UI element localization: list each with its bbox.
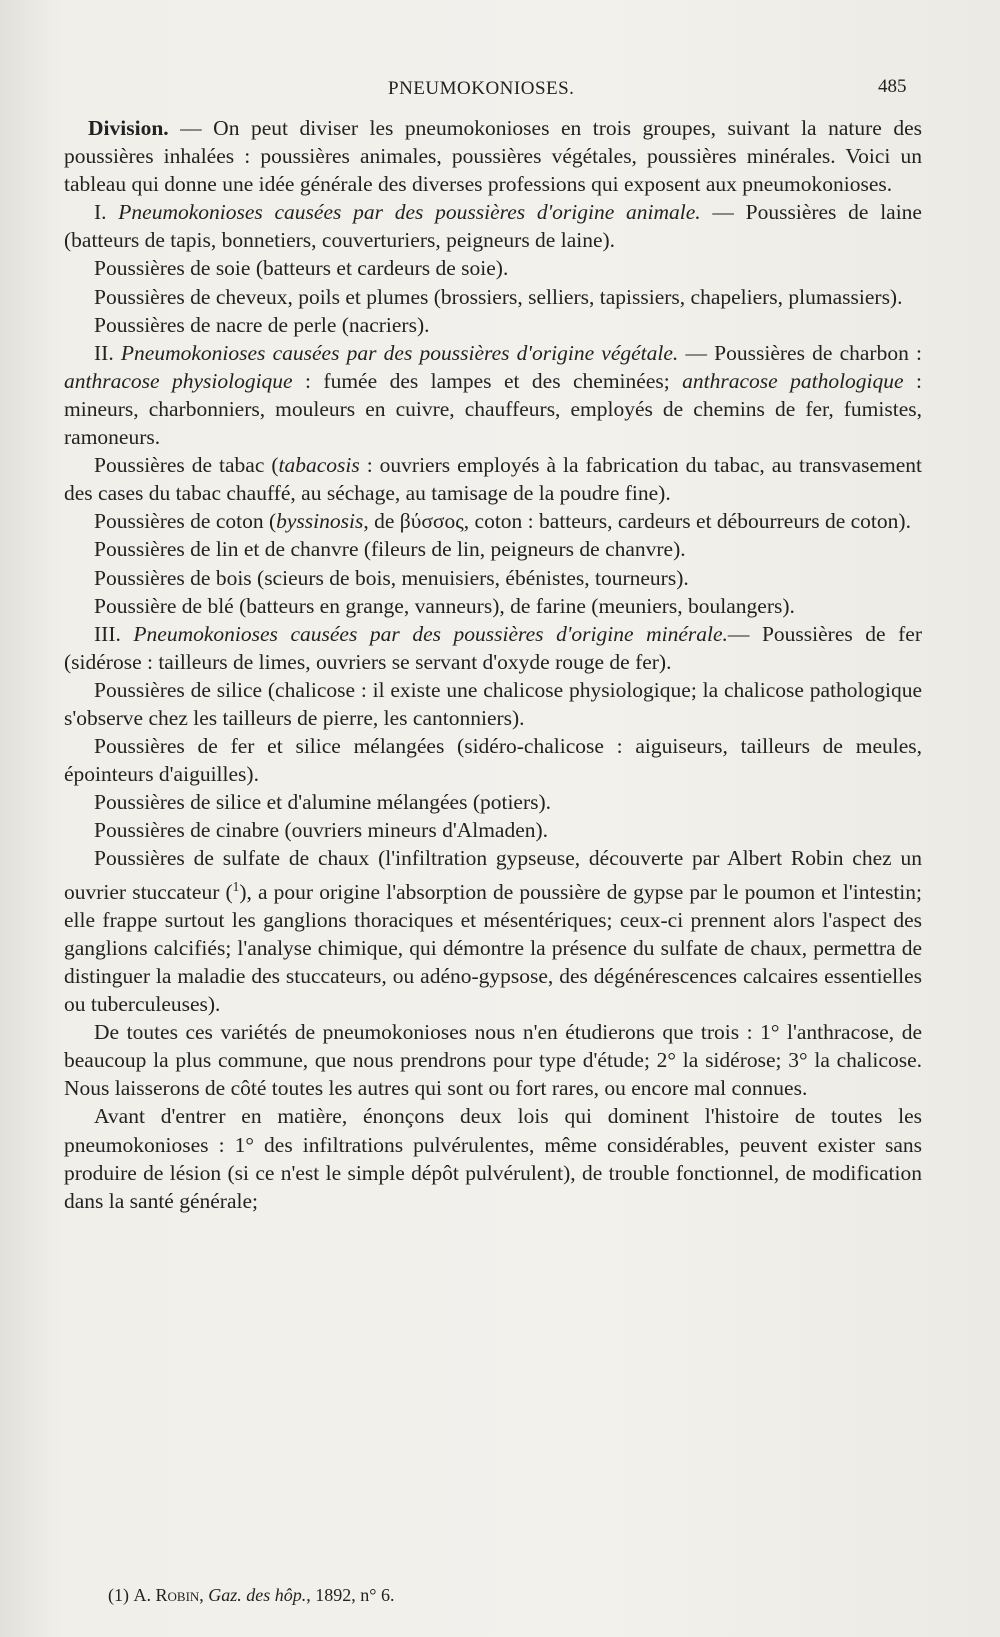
footnote-author: A. Robin,: [133, 1585, 204, 1605]
cotton-text-1: Poussières de coton (: [94, 509, 277, 534]
term-byssinosis: byssinosis: [276, 509, 364, 534]
paragraph-linen: Poussières de lin et de chanvre (fileurs de lin, peigneurs de chanvre).: [94, 537, 686, 562]
paragraph-gypsum: [64, 844, 922, 1018]
tobacco-text-2: : ouvriers employés à la fabrication du tabac, au transvasement des cases du tabac chauffé, au séchage, au tamisage de la poudre fine).: [64, 453, 922, 506]
running-head: [0, 78, 1000, 106]
paragraph-nacre: Poussières de nacre de perle (nacriers).: [94, 312, 430, 337]
running-title: PNEUMOKONIOSES.: [388, 78, 575, 99]
paragraph-wood: Poussières de bois (scieurs de bois, menuisiers, ébénistes, tourneurs).: [94, 565, 689, 590]
term-tabacosis: tabacosis: [278, 453, 360, 478]
coal-text-1: — Poussières de charbon :: [678, 340, 922, 365]
term-anthracose-physiologique: anthracose physiologique: [64, 368, 293, 393]
section-number-1: I.: [94, 200, 119, 225]
tobacco-text-1: Poussières de tabac (: [94, 453, 279, 478]
footnote: [108, 1585, 908, 1606]
paragraph-hair: Poussières de cheveux, poils et plumes (brossiers, selliers, tapissiers, chapeliers, plumassiers).: [94, 284, 903, 309]
animal-text: — Poussières de laine (batteurs de tapis, bonnetiers, couverturiers, peigneurs de laine).: [64, 200, 922, 253]
paragraph-animal-origin: [64, 198, 922, 254]
section-number-3: III.: [94, 621, 134, 646]
coal-text-2: : fumée des lampes et des cheminées;: [292, 368, 683, 393]
coal-text-3: : mineurs, charbonniers, mouleurs en cuivre, chauffeurs, employés de chemins de fer, fumistes, ramoneurs.: [64, 368, 922, 450]
paragraph-study-plan: De toutes ces variétés de pneumokonioses nous n'en étudierons que trois : 1° l'anthracose, de beaucoup la plus commune, que nous prendrons pour type d'étude; 2° la sidérose; 3° la chalicose. Nous laisserons de côté toutes les autres qui sont ou fort rares, ou encore mal connues.: [64, 1020, 922, 1101]
paragraph-vegetal-origin: [64, 339, 922, 451]
gypsum-text-2: ), a pour origine l'absorption de poussière de gypse par le poumon et l'intestin; elle frappe surtout les ganglions thoraciques et mésentériques; ceux-ci prennent alors l'aspect des ganglions calcifiés; l'analyse chimique, qui démontre la présence du sulfate de chaux, permettra de distinguer la maladie des stuccateurs, ou adéno-gypsose, des dégénérescences calcaires essentielles ou tuberculeuses).: [64, 879, 923, 1017]
paragraph-alumina: Poussières de silice et d'alumine mélangées (potiers).: [94, 790, 552, 815]
division-lead: Division.: [88, 116, 169, 140]
division-text: — On peut diviser les pneumokonioses en trois groupes, suivant la nature des poussières inhalées : poussières animales, poussières végétales, poussières minérales. Voici un tableau qui donne une idée générale des diverses professions qui exposent aux pneumokonioses.: [64, 116, 922, 197]
footnote-rest: , 1892, n° 6.: [306, 1585, 395, 1605]
paragraph-two-laws: Avant d'entrer en matière, énonçons deux lois qui dominent l'histoire de toutes les pneumokonioses : 1° des infiltrations pulvérulentes, même considérables, peuvent exister sans produire de lésion (si ce n'est le simple dépôt pulvérulent), de trouble fonctionnel, de modification dans la santé générale;: [64, 1104, 922, 1213]
paragraph-silk: Poussières de soie (batteurs et cardeurs de soie).: [94, 256, 509, 281]
paragraph-cotton: [64, 507, 922, 535]
body-text: [64, 114, 922, 1215]
footnote-journal: Gaz. des hôp.: [208, 1585, 307, 1605]
cotton-text-2: , de βύσσος, coton : batteurs, cardeurs et débourreurs de coton).: [363, 509, 911, 534]
iron-text: — Poussières de fer (sidérose : tailleurs de limes, ouvriers se servant d'oxyde rouge de fer).: [64, 621, 922, 674]
paragraph-iron-silica: Poussières de fer et silice mélangées (sidéro-chalicose : aiguiseurs, tailleurs de meules, épointeurs d'aiguilles).: [64, 734, 922, 787]
footnote-mark: (1): [108, 1585, 129, 1605]
section-title-mineral: Pneumokonioses causées par des poussières d'origine minérale.: [133, 621, 728, 646]
term-anthracose-pathologique: anthracose pathologique: [682, 368, 904, 393]
paragraph-tobacco: [64, 451, 922, 507]
footnote-reference: 1: [232, 878, 240, 894]
section-number-2: II.: [94, 340, 121, 365]
paragraph-silica: Poussières de silice (chalicose : il existe une chalicose physiologique; la chalicose pathologique s'observe chez les tailleurs de pierre, les cantonniers).: [64, 677, 922, 730]
paragraph-wheat: Poussière de blé (batteurs en grange, vanneurs), de farine (meuniers, boulangers).: [94, 593, 795, 618]
gypsum-text-1: Poussières de sulfate de chaux (l'infiltration gypseuse, découverte par Albert Robin chez un ouvrier stuccateur (: [64, 846, 922, 904]
page-number: 485: [878, 76, 907, 97]
paragraph-mineral-origin: [64, 620, 922, 676]
section-title-animal: Pneumokonioses causées par des poussières d'origine animale.: [118, 200, 701, 225]
paragraph-cinnabar: Poussières de cinabre (ouvriers mineurs d'Almaden).: [94, 818, 549, 843]
paragraph-division: [64, 114, 922, 198]
section-title-vegetal: Pneumokonioses causées par des poussières d'origine végétale.: [120, 340, 679, 365]
